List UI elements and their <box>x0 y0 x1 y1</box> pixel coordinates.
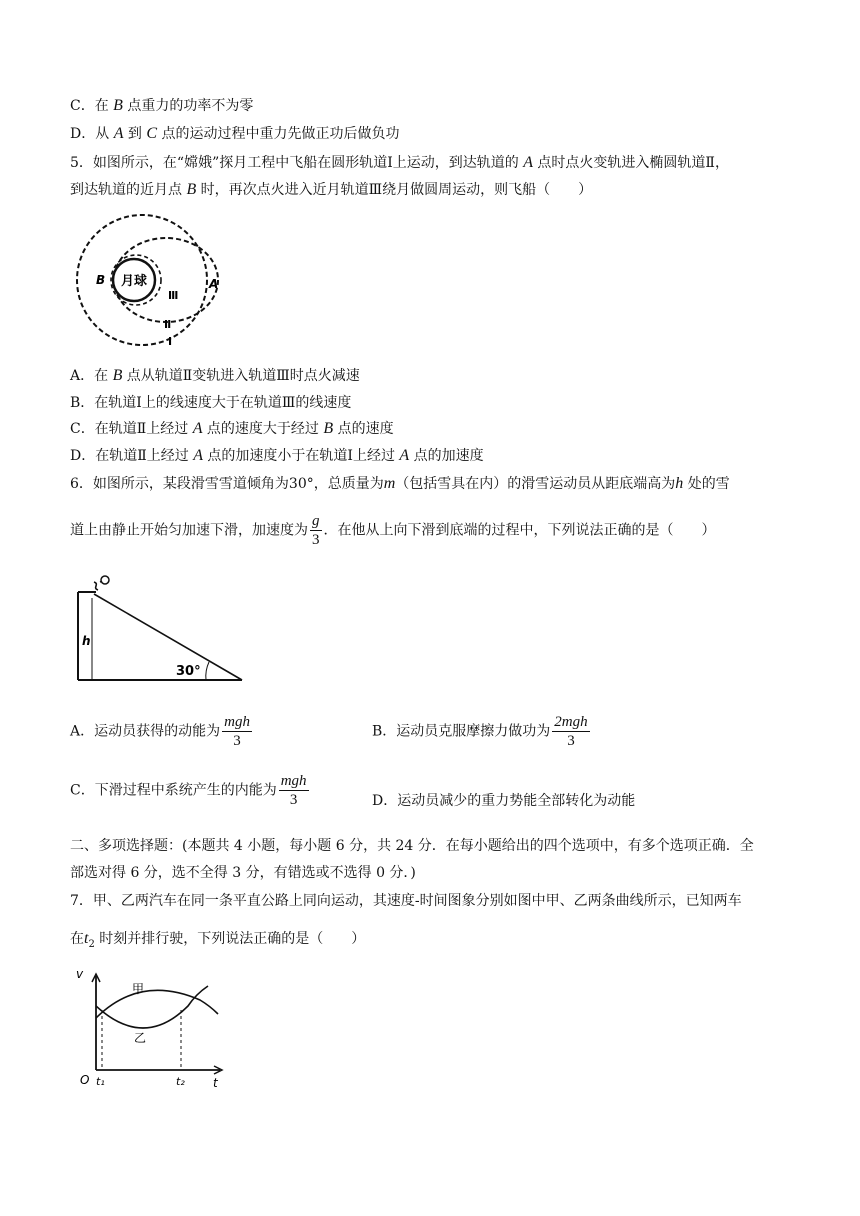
fraction-denominator: 3 <box>289 792 298 808</box>
section2-instructions-line2 <box>70 863 416 883</box>
q5-c-post: 点的速度 <box>333 421 394 437</box>
q7-stem-line1 <box>70 891 742 911</box>
section2-line2-text: 部选对得 6 分，选不全得 3 分，有错选或不选得 0 分．) <box>70 865 416 881</box>
q5-l1-var: A <box>523 154 533 171</box>
q6-l2-pre: 道上由静止开始匀加速下滑，加速度为 <box>70 522 308 539</box>
q4-d-pre: D．从 <box>70 126 114 142</box>
point-b-label: B <box>96 273 106 287</box>
q6-slope-figure <box>72 574 247 686</box>
q4-d-mid: 到 <box>123 126 147 142</box>
q7-l2-pre: 在 <box>70 931 84 947</box>
q6-l2-post: ．在他从上向下滑到底端的过程中，下列说法正确的是（ ） <box>323 522 716 539</box>
q5-l2-var: B <box>186 181 197 198</box>
point-a-label: A <box>209 277 219 291</box>
q7-l1-text: 7．甲、乙两汽车在同一条平直公路上同向运动，其速度-时间图象分别如图中甲、乙两条曲线所示，已知两车 <box>70 893 742 909</box>
q4-c-post: 点重力的功率不为零 <box>122 98 254 114</box>
q5-d-post: 点的加速度 <box>409 448 484 464</box>
fraction-numerator: g <box>312 513 320 529</box>
q4-d-post: 点的运动过程中重力先做正功后做负功 <box>157 126 400 142</box>
fraction-numerator: mgh <box>224 714 250 730</box>
q5-d-var1: A <box>193 447 203 464</box>
v-axis-label: v <box>76 967 84 981</box>
fraction-denominator: 3 <box>233 733 241 749</box>
q4-c-var: B <box>113 97 123 114</box>
q6-l1-post: 处的雪 <box>683 476 730 492</box>
q5-d-pre: D．在轨道Ⅱ上经过 <box>70 448 194 464</box>
curve-jia-label: 甲 <box>132 982 145 996</box>
q6-c-fraction <box>279 772 309 809</box>
q6-b-pre: B．运动员克服摩擦力做功为 <box>372 723 551 740</box>
q5-c-mid: 点的速度大于经过 <box>202 421 324 437</box>
q6-stem-line1 <box>70 474 730 494</box>
q6-stem-line2 <box>70 512 716 549</box>
curve-jia <box>96 990 218 1018</box>
orbit-3-label: Ⅲ <box>168 289 179 302</box>
moon-label: 月球 <box>120 274 148 289</box>
q5-c-pre: C．在轨道Ⅱ上经过 <box>70 421 193 437</box>
q7-vt-graph <box>72 966 232 1090</box>
fraction-numerator: mgh <box>280 773 307 789</box>
q6-option-a <box>70 713 254 750</box>
q7-l2-sub: 2 <box>88 938 95 950</box>
skier-head-icon <box>101 576 109 584</box>
q5-a-post: 点从轨道Ⅱ变轨进入轨道Ⅲ时点火减速 <box>122 368 360 384</box>
slope-incline <box>94 594 242 680</box>
orbit-1-label: Ⅰ <box>168 335 173 348</box>
q5-stem-line1 <box>70 153 729 173</box>
q5-option-d <box>70 446 484 466</box>
q4-option-d <box>70 124 400 144</box>
q5-stem-line2 <box>70 180 592 200</box>
q6-l1-var-m: m <box>383 475 396 492</box>
q6-c-pre: C．下滑过程中系统产生的内能为 <box>70 782 277 799</box>
q5-option-a <box>70 366 360 386</box>
curve-yi <box>96 986 208 1028</box>
q5-c-var1: A <box>192 420 203 437</box>
q5-d-var2: A <box>399 447 410 464</box>
fraction-denominator: 3 <box>567 733 575 749</box>
q6-l1-var-h: h <box>675 475 684 492</box>
q4-d-var2: C <box>146 125 158 142</box>
angle-arc <box>206 662 209 680</box>
q5-l2-post: 时，再次点火进入近月轨道Ⅲ绕月做圆周运动，则飞船（ ） <box>196 182 593 198</box>
q7-l2-var: t <box>84 930 89 947</box>
q6-d-text: D．运动员减少的重力势能全部转化为动能 <box>372 793 636 809</box>
q6-option-c <box>70 772 311 809</box>
q6-option-b <box>372 713 592 750</box>
q5-b-text: B．在轨道Ⅰ上的线速度大于在轨道Ⅲ的线速度 <box>70 395 352 411</box>
q5-l1-pre: 5．如图所示，在“嫦娥”探月工程中飞船在圆形轨道Ⅰ上运动，到达轨道的 <box>70 155 524 171</box>
q6-l1-mid: （包括雪具在内）的滑雪运动员从距底端高为 <box>395 476 676 492</box>
height-label: h <box>82 634 91 648</box>
q5-a-var: B <box>112 367 123 384</box>
q5-option-b <box>70 393 351 413</box>
q5-c-var2: B <box>323 420 334 437</box>
section2-instructions-line1 <box>70 836 754 856</box>
q4-d-var1: A <box>113 125 124 142</box>
curve-yi-label: 乙 <box>134 1031 147 1045</box>
section2-line1-text: 二、多项选择题：(本题共 4 小题，每小题 6 分，共 24 分．在每小题给出的四个选项中，有多个选项正确．全 <box>70 838 754 854</box>
orbit-2-label: Ⅱ <box>164 318 172 331</box>
q6-a-pre: A．运动员获得的动能为 <box>70 723 221 740</box>
angle-label: 30° <box>176 664 201 679</box>
q7-stem-line2 <box>70 929 365 955</box>
q5-l2-pre: 到达轨道的近月点 <box>70 182 187 198</box>
q4-c-pre: C．在 <box>70 98 114 114</box>
q6-a-fraction <box>222 713 252 750</box>
q6-acceleration-fraction <box>310 512 322 549</box>
fraction-denominator: 3 <box>312 532 320 548</box>
t1-label: t₁ <box>96 1075 105 1088</box>
t2-label: t₂ <box>176 1075 185 1088</box>
t-axis-label: t <box>213 1076 218 1090</box>
q5-d-mid: 点的加速度小于在轨道Ⅰ上经过 <box>202 448 400 464</box>
fraction-numerator: 2mgh <box>554 714 588 730</box>
q5-l1-post: 点时点火变轨进入椭圆轨道Ⅱ， <box>532 155 729 171</box>
q4-option-c <box>70 96 253 116</box>
q6-option-d <box>372 791 635 811</box>
q6-b-fraction <box>552 713 589 750</box>
q5-option-c <box>70 419 394 439</box>
origin-label: O <box>80 1073 90 1087</box>
q7-l2-post: 时刻并排行驶，下列说法正确的是（ ） <box>94 931 366 947</box>
q6-l1-pre: 6．如图所示，某段滑雪雪道倾角为30°，总质量为 <box>70 476 384 492</box>
q5-orbit-figure <box>70 212 230 352</box>
q5-a-pre: A．在 <box>70 368 113 384</box>
